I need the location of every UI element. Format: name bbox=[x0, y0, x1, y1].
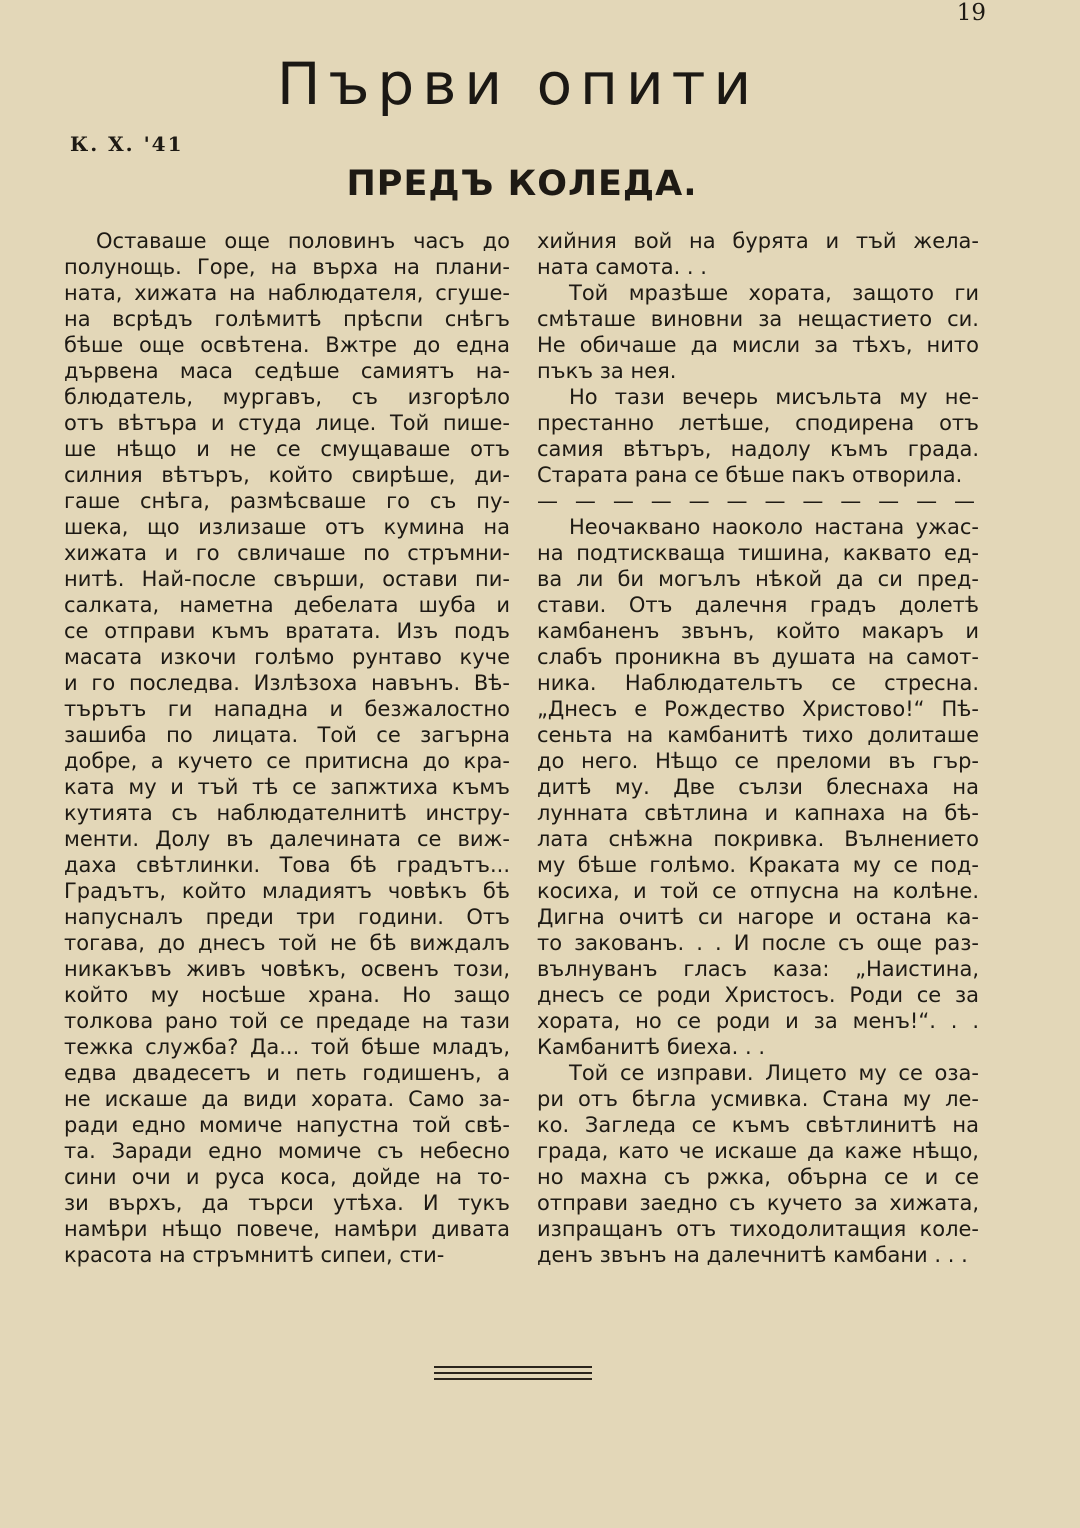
text-line: и го последва. Излѣзоха навънъ. Вѣ- bbox=[64, 671, 510, 695]
text-line: масата изкочи голѣмо рунтаво куче bbox=[64, 645, 510, 669]
text-line: на всрѣдъ голѣмитѣ прѣспи снѣгъ bbox=[64, 307, 510, 331]
text-line: кутията съ наблюдателнитѣ инстру- bbox=[64, 801, 510, 825]
text-line: сеньта на камбанитѣ тихо долиташе bbox=[537, 723, 979, 747]
text-line: смѣташе виновни за нещастието си. bbox=[537, 307, 979, 331]
section-title: Първи опити bbox=[276, 50, 760, 118]
text-line: се отправи къмъ вратата. Изъ подъ bbox=[64, 619, 510, 643]
text-line: Той мразѣше хората, защото ги bbox=[569, 281, 979, 305]
text-line: тежка служба? Да... той бѣше младъ, bbox=[64, 1035, 510, 1059]
text-line: даха свѣтлинки. Това бѣ градътъ... bbox=[64, 853, 510, 877]
text-line: Той се изправи. Лицето му се оза- bbox=[569, 1061, 979, 1085]
text-line: вълнуванъ гласъ каза: „Наистина, bbox=[537, 957, 979, 981]
text-line: лунната свѣтлина и капнаха на бѣ- bbox=[537, 801, 979, 825]
text-line: ката му и тъй тѣ се запжтиха къмъ bbox=[64, 775, 510, 799]
text-line: Старата рана се бѣше пакъ отворила. bbox=[537, 463, 963, 487]
story-title: ПРЕДЪ КОЛЕДА. bbox=[346, 164, 698, 204]
text-line: на подтискваща тишина, каквато ед- bbox=[537, 541, 979, 565]
text-line: града, като че искаше да каже нѣщо, bbox=[537, 1139, 979, 1163]
text-line: Оставаше още половинъ часъ до bbox=[96, 229, 510, 253]
text-line: ва ли би могълъ нѣкой да си пред- bbox=[537, 567, 979, 591]
text-line: менти. Долу въ далечината се виж- bbox=[64, 827, 510, 851]
text-line: ше нѣщо и не се смущаваше отъ bbox=[64, 437, 510, 461]
text-line: едва двадесетъ и петь годишенъ, а bbox=[64, 1061, 510, 1085]
text-line: отправи заедно съ кучето за хижата, bbox=[537, 1191, 979, 1215]
text-line: дървена маса седѣше самиятъ на- bbox=[64, 359, 510, 383]
text-line: добре, а кучето се притисна до кра- bbox=[64, 749, 510, 773]
text-line: нитѣ. Най-после свърши, остави пи- bbox=[64, 567, 510, 591]
text-line: до него. Нѣщо се преломи въ гър- bbox=[537, 749, 979, 773]
text-line: намѣри нѣщо повече, намѣри дивата bbox=[64, 1217, 510, 1241]
text-line: дитѣ му. Две сълзи блеснаха на bbox=[537, 775, 979, 799]
text-line: никакъвъ живъ човѣкъ, освенъ този, bbox=[64, 957, 510, 981]
text-line: хийния вой на бурята и тъй жела- bbox=[537, 229, 979, 253]
text-line: силния вѣтъръ, който свирѣше, ди- bbox=[64, 463, 510, 487]
text-line: полунощь. Горе, на върха на плани- bbox=[64, 255, 510, 279]
author-signature: К. Х. '41 bbox=[70, 132, 184, 156]
text-line: зашиба по лицата. Той се загърна bbox=[64, 723, 510, 747]
text-line: красота на стръмнитѣ сипеи, сти- bbox=[64, 1243, 445, 1267]
text-line: гаше снѣга, размѣсваше го съ пу- bbox=[64, 489, 510, 513]
text-line: ната, хижата на наблюдателя, сгуше- bbox=[64, 281, 510, 305]
text-line: Градътъ, който младиятъ човѣкъ бѣ bbox=[64, 879, 510, 903]
text-line: ника. Наблюдательтъ се стресна. bbox=[537, 671, 979, 695]
text-line: лата снѣжна покривка. Вълнението bbox=[537, 827, 979, 851]
right-column bbox=[537, 228, 979, 1268]
text-line: Дигна очитѣ си нагоре и остана ка- bbox=[537, 905, 979, 929]
text-line: салката, наметна дебелата шуба и bbox=[64, 593, 510, 617]
page-number: 19 bbox=[956, 0, 986, 26]
text-line: — — — — — — — — — — — — bbox=[537, 489, 979, 513]
text-line: му бѣше голѣмо. Краката му се под- bbox=[537, 853, 979, 877]
text-line: изпращанъ отъ тиходолитащия коле- bbox=[537, 1217, 979, 1241]
text-line: ната самота. . . bbox=[537, 255, 707, 279]
text-line: днесъ се роди Христосъ. Роди се за bbox=[537, 983, 979, 1007]
text-line: ко. Загледа се къмъ свѣтлинитѣ на bbox=[537, 1113, 979, 1137]
text-line: самия вѣтъръ, надолу къмъ града. bbox=[537, 437, 979, 461]
left-column bbox=[64, 228, 510, 1268]
text-line: бѣше още освѣтена. Вжтре до една bbox=[64, 333, 510, 357]
text-line: косиха, и той се отпусна на колѣне. bbox=[537, 879, 979, 903]
text-line: ради едно момиче напустна той свѣ- bbox=[64, 1113, 510, 1137]
text-line: шека, що излизаше отъ кумина на bbox=[64, 515, 510, 539]
text-line: отъ вѣтъра и студа лице. Той пише- bbox=[64, 411, 510, 435]
text-line: ри отъ бѣгла усмивка. Стана му ле- bbox=[537, 1087, 979, 1111]
text-line: слабъ проникна въ душата на самот- bbox=[537, 645, 979, 669]
text-line: камбаненъ звънъ, който макаръ и bbox=[537, 619, 979, 643]
text-line: тогава, до днесъ той не бѣ виждалъ bbox=[64, 931, 510, 955]
text-line: хижата и го свличаше по стръмни- bbox=[64, 541, 510, 565]
text-line: толкова рано той се предаде на тази bbox=[64, 1009, 510, 1033]
text-line: та. Заради едно момиче съ небесно bbox=[64, 1139, 510, 1163]
text-line: който му носѣше храна. Но защо bbox=[64, 983, 510, 1007]
text-line: зи върхъ, да търси утѣха. И тукъ bbox=[64, 1191, 510, 1215]
text-line: търътъ ги нападна и безжалостно bbox=[64, 697, 510, 721]
text-line: престанно летѣше, сподирена отъ bbox=[537, 411, 979, 435]
text-line: не искаше да види хората. Само за- bbox=[64, 1087, 510, 1111]
text-line: Но тази вечерь мисъльта му не- bbox=[569, 385, 979, 409]
text-line: Не обичаше да мисли за тѣхъ, нито bbox=[537, 333, 979, 357]
text-line: блюдатель, мургавъ, съ изгорѣло bbox=[64, 385, 510, 409]
text-line: Камбанитѣ биеха. . . bbox=[537, 1035, 766, 1059]
text-line: сини очи и руса коса, дойде на то- bbox=[64, 1165, 510, 1189]
text-line: денъ звънъ на далечнитѣ камбани . . . bbox=[537, 1243, 968, 1267]
ornamental-divider bbox=[434, 1366, 592, 1380]
text-line: напусналъ преди три години. Отъ bbox=[64, 905, 510, 929]
text-line: „Днесъ е Рождество Христово!“ Пѣ- bbox=[537, 697, 979, 721]
text-line: но махна съ ржка, обърна се и се bbox=[537, 1165, 979, 1189]
text-line: стави. Отъ далечня градъ долетѣ bbox=[537, 593, 979, 617]
text-line: хората, но се роди и за менъ!“. . . bbox=[537, 1009, 979, 1033]
text-line: Неочаквано наоколо настана ужас- bbox=[569, 515, 979, 539]
text-line: то закованъ. . . И после съ още раз- bbox=[537, 931, 979, 955]
text-line: пъкъ за нея. bbox=[537, 359, 677, 383]
